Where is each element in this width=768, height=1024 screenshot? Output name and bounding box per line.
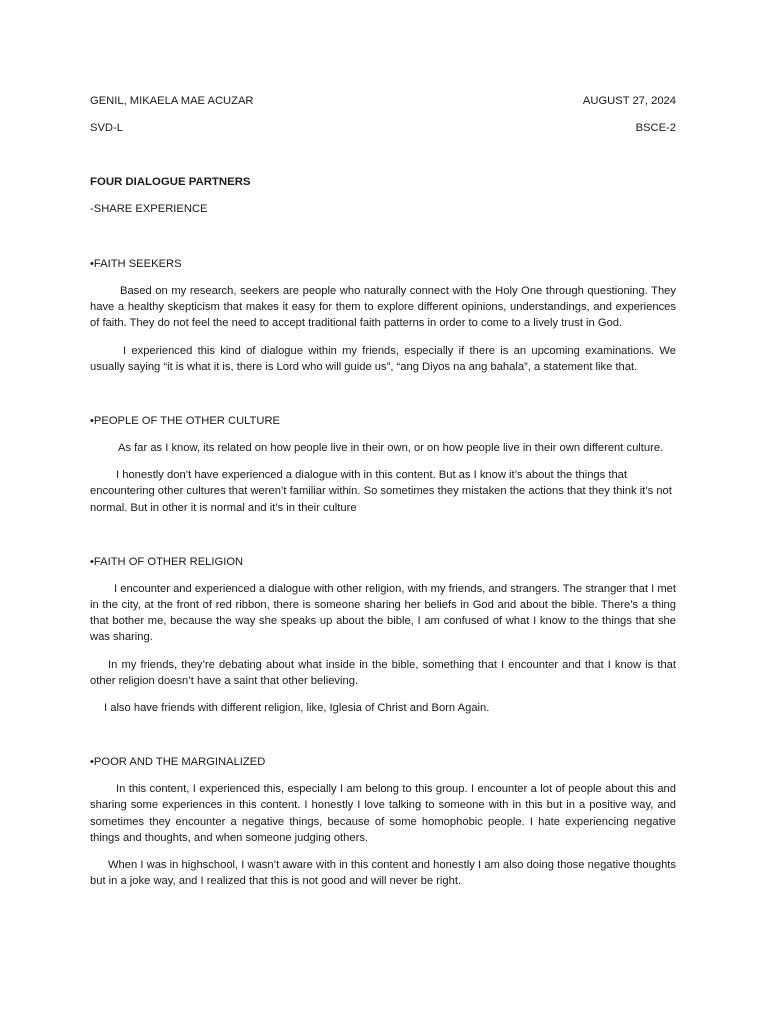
subject-code: SVD-L xyxy=(90,122,123,134)
paragraph: I also have friends with different religion, like, Iglesia of Christ and Born Again. xyxy=(104,702,490,715)
paragraph: I experienced this kind of dialogue within my friends, especially if there is an upcoming examinations. We usually saying “it is what it is, there is Lord who will guide us”, “ang Diyos na ang bahala”, a statement like that. xyxy=(90,344,676,373)
course-section: BSCE-2 xyxy=(635,122,676,134)
student-name: GENIL, MIKAELA MAE ACUZAR xyxy=(90,95,254,107)
section-heading: •FAITH OF OTHER RELIGION xyxy=(90,555,244,568)
paragraph: In my friends, they’re debating about what inside in the bible, something that I encounter and that I know is that other religion doesn’t have a saint that other believing. xyxy=(90,658,676,687)
paragraph: When I was in highschool, I wasn’t aware with in this content and honestly I am also doing those negative thoughts but in a joke way, and I realized that this is not good and will never be right. xyxy=(90,859,676,888)
section-heading: •POOR AND THE MARGINALIZED xyxy=(90,756,266,769)
section-faith-seekers xyxy=(90,256,676,375)
section-other-religion xyxy=(90,554,676,716)
paragraph: As far as I know, its related on how people live in their own, or on how people live in their own different culture. xyxy=(118,442,664,455)
section-poor-marginalized xyxy=(90,754,676,889)
paragraph: I encounter and experienced a dialogue with other religion, with my friends, and strangers. The stranger that I met in the city, at the front of red ribbon, there is someone sharing her beliefs in God and about the bible. There’s a thing that bother me, because the way she speaks up about the bible, I am confused of what I know to the things that she was sharing. xyxy=(90,582,676,644)
header-row-1 xyxy=(90,93,676,109)
document-subtitle: -SHARE EXPERIENCE xyxy=(90,203,208,215)
paragraph: I honestly don’t have experienced a dialogue with in this content. But as I know it’s about the things that encountering other cultures that weren’t familiar within. So sometimes they mistaken the actions that they think it’s not normal. But in other it is normal and it’s in their culture xyxy=(90,469,672,514)
header-row-2 xyxy=(90,120,676,136)
document-title: FOUR DIALOGUE PARTNERS xyxy=(90,176,251,188)
paragraph: Based on my research, seekers are people who naturally connect with the Holy One through questioning. They have a healthy skepticism that makes it easy for them to explore different opinions, understandings, and experiences of faith. They do not feel the need to accept traditional faith patterns in order to come to a lively trust in God. xyxy=(90,285,676,330)
section-heading: •FAITH SEEKERS xyxy=(90,258,182,270)
section-heading: •PEOPLE OF THE OTHER CULTURE xyxy=(90,415,280,428)
section-other-culture xyxy=(90,413,676,516)
document-date: AUGUST 27, 2024 xyxy=(582,95,676,107)
paragraph: In this content, I experienced this, especially I am belong to this group. I encounter a lot of people about this and sharing some experiences in this content. I honestly I love talking to someone with in this but in a positive way, and sometimes they encounter a negative things, because of some homophobic people. I hate experiencing negative things and thoughts, and when someone judging others. xyxy=(90,783,676,844)
document-page xyxy=(90,93,676,900)
